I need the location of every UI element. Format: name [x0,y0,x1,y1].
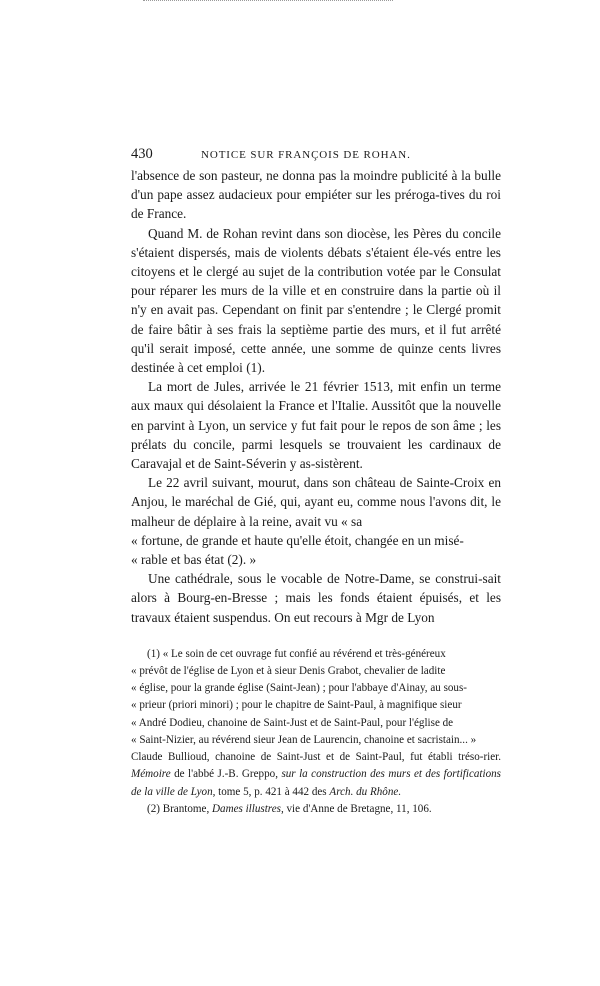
footnote-1-ref-pages: tome 5, p. 421 à 442 des [218,785,327,798]
book-page [131,146,501,818]
footnote-1-ref-title: Mémoire [131,768,171,781]
footnote-1-line: « prévôt de l'église de Lyon et à sieur Denis Grabot, chevalier de ladite [131,665,446,678]
footnote-1-ref-author: de l'abbé J.-B. Greppo, [174,768,278,781]
paragraph-1: l'absence de son pasteur, ne donna pas la moindre publicité à la bulle d'un pape assez audacieux pour empiéter sur les préroga-tives du roi de France. [131,168,501,222]
footnote-2-author: (2) Brantome, [147,802,210,815]
paragraph-2: Quand M. de Rohan revint dans son diocèse, les Pères du concile s'étaient dispersés, mais de violents débats s'étaient éle-vés entre les citoyens et le clergé au sujet de la contribution votée par le Consulat pour réparer les murs de la ville et en construire dans la partie où il n'y en avait pas. Cependant on finit par s'entendre ; le Clergé promit de faire bâtir à ses frais la septième partie des murs, et il fut arrêté qu'il serait imposé, cette année, une somme de quinze cents livres destinée à cet emploi (1). [131,225,501,376]
quote-line-1: « fortune, de grande et haute qu'elle étoit, changée en un misé- [131,532,464,548]
body-text [131,166,501,627]
footnote-2 [131,801,501,818]
footnote-1-line: « église, pour la grande église (Saint-Jean) ; pour l'abbaye d'Ainay, au sous- [131,682,467,695]
footnote-1-ref-subject: sur la construction des murs et des fortifications de la ville de Lyon, [131,768,501,798]
page-number: 430 [131,146,153,162]
footnotes [131,646,501,818]
paragraph-4: Le 22 avril suivant, mourut, dans son château de Sainte-Croix en Anjou, le maréchal de Gié, qui, ayant eu, comme nous l'avons dit, le malheur de déplaire à la reine, avait vu « sa [131,475,501,529]
footnote-1-tail-text: Claude Bullioud, chanoine de Saint-Just et de Saint-Paul, fut établi tréso-rier. [131,751,501,764]
footnote-1-ref-archive: Arch. du Rhône. [329,785,402,798]
running-title: NOTICE SUR FRANÇOIS DE ROHAN. [201,149,411,161]
scan-top-mark [143,0,393,3]
footnote-1-tail [131,749,501,801]
footnote-2-ref: vie d'Anne de Bretagne, 11, 106. [286,802,432,815]
running-head [131,146,501,166]
quote-line-2: « rable et bas état (2). » [131,552,257,568]
footnote-2-title: Dames illustres, [212,802,284,815]
paragraph-5: Une cathédrale, sous le vocable de Notre-Dame, se construi-sait alors à Bourg-en-Bresse ; mais les fonds étaient épuisés, et les travaux étaient suspendus. On eut recours à Mgr de Lyon [131,571,501,625]
footnote-1-start: (1) « Le soin de cet ouvrage fut confié au révérend et très-généreux [147,647,446,660]
footnote-1-line: « Saint-Nizier, au révérend sieur Jean de Laurencin, chanoine et sacristain... » [131,733,477,746]
paragraph-3: La mort de Jules, arrivée le 21 février 1513, mit enfin un terme aux maux qui désolaient la France et l'Italie. Aussitôt que la nouvelle en parvint à Lyon, un service y fut fait pour le repos de son âme ; les prélats du concile, parmi lesquels se trouvaient les cardinaux de Caravajal et de Saint-Séverin y as-sistèrent. [131,379,501,472]
footnote-1-line: « André Dodieu, chanoine de Saint-Just et de Saint-Paul, pour l'église de [131,716,454,729]
footnote-1-line: « prieur (priori minori) ; pour le chapitre de Saint-Paul, à magnifique sieur [131,699,462,712]
